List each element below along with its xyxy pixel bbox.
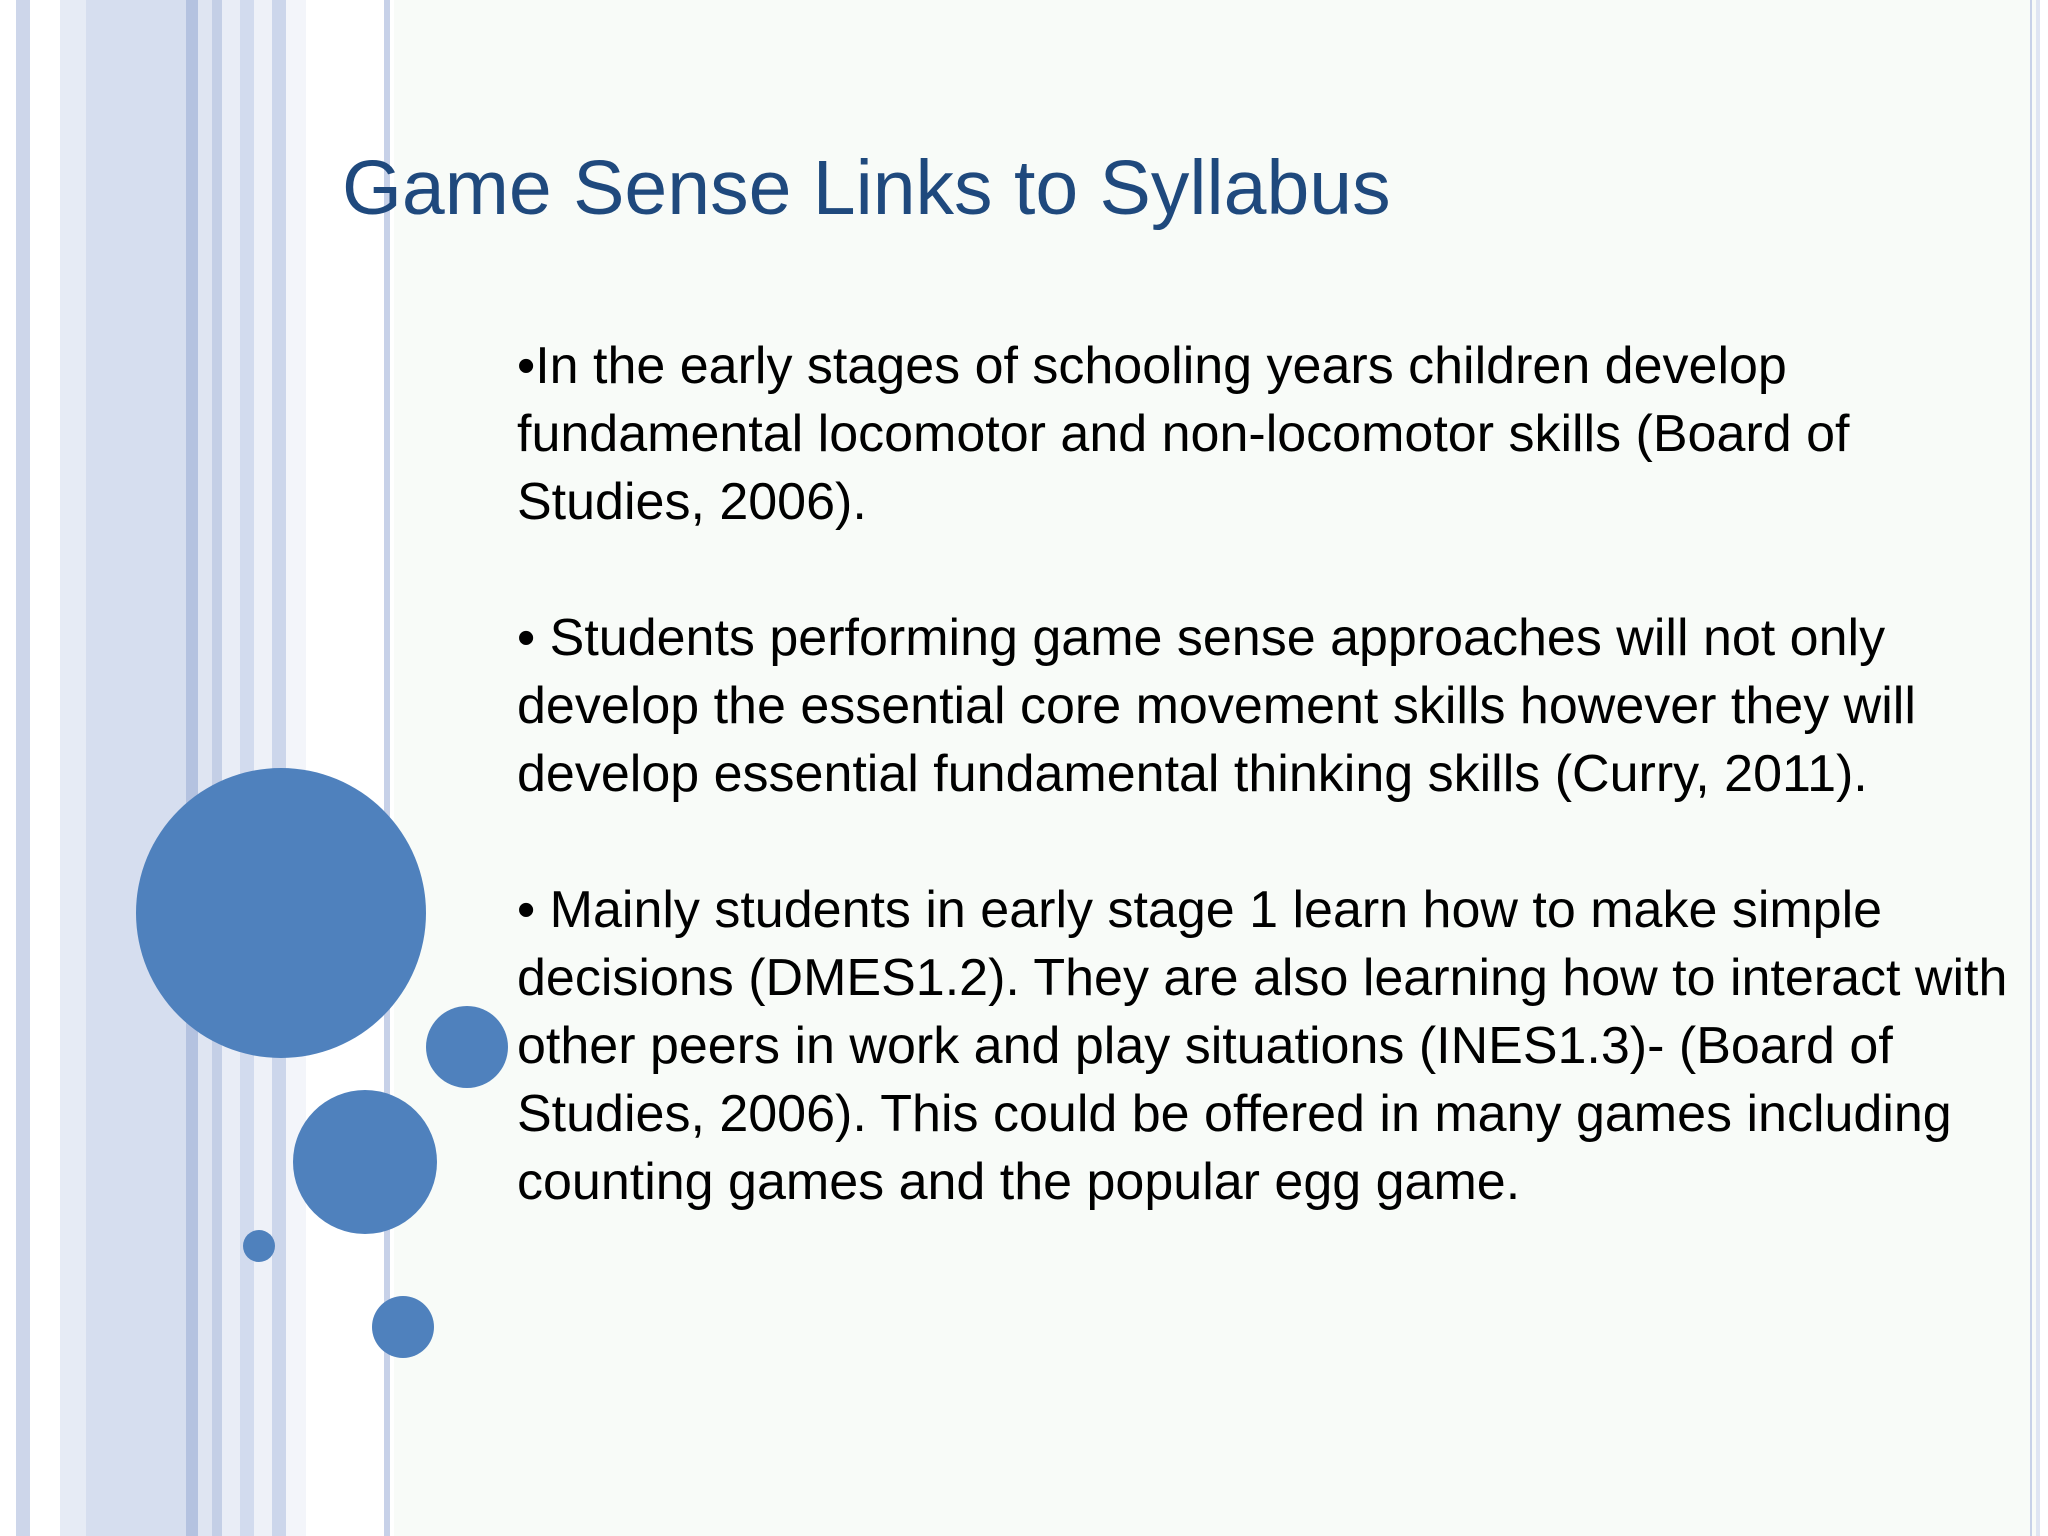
decor-stripe <box>198 0 212 1536</box>
decor-circle-small <box>372 1296 434 1358</box>
bullet-paragraph: •In the early stages of schooling years children develop fundamental locomotor and non-locomotor skills (Board of Studies, 2006). <box>517 337 1850 531</box>
decor-stripe <box>30 0 60 1536</box>
decor-edge-line <box>2040 0 2048 1536</box>
decor-stripe <box>86 0 186 1536</box>
bullet-paragraph: • Students performing game sense approaches will not only develop the essential core movement skills however they will develop essential fundamental thinking skills (Curry, 2011). <box>517 609 1916 803</box>
decor-circle-tiny <box>243 1230 275 1262</box>
decor-stripe <box>240 0 254 1536</box>
decor-stripe <box>186 0 198 1536</box>
decor-stripe <box>0 0 16 1536</box>
slide-body <box>517 332 2017 1216</box>
decor-circle-small <box>426 1006 508 1088</box>
decor-circle-large <box>136 768 426 1058</box>
decor-stripe <box>212 0 222 1536</box>
decor-edge-line <box>2030 0 2032 1536</box>
decor-stripe <box>16 0 30 1536</box>
slide-title: Game Sense Links to Syllabus <box>342 145 1391 231</box>
decor-circle-medium <box>293 1090 437 1234</box>
bullet-paragraph: • Mainly students in early stage 1 learn how to make simple decisions (DMES1.2). They are also learning how to interact with other peers in work and play situations (INES1.3)- (Board of Studies, 2006). This could be offered in many games including counting games and the popular egg game. <box>517 881 2008 1211</box>
decor-stripe <box>60 0 86 1536</box>
decor-stripe <box>222 0 240 1536</box>
